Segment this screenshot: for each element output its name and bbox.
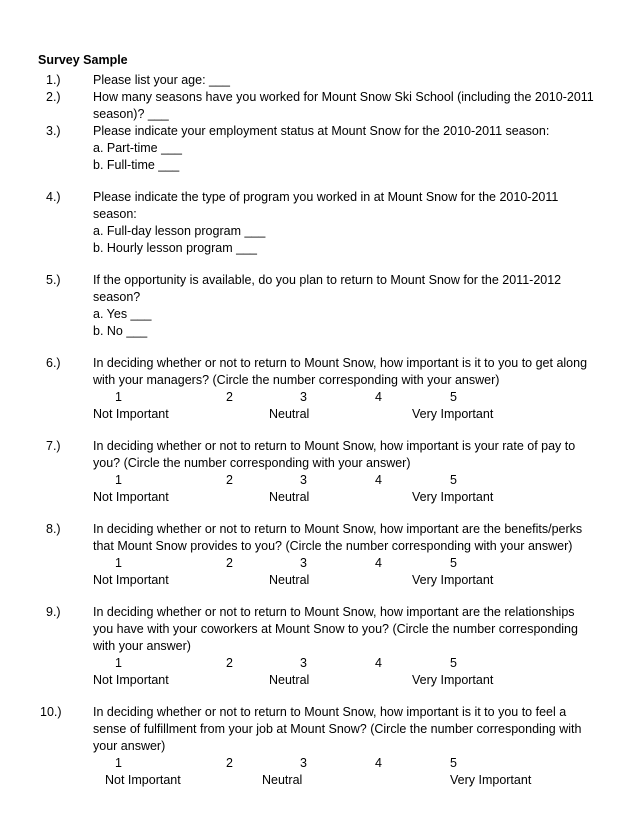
q8-label-mid: Neutral [269, 573, 310, 587]
q9-scale-3: 3 [300, 656, 307, 670]
q4-text-line1: Please indicate the type of program you worked in at Mount Snow for the 2010-2011 [93, 190, 559, 204]
q5-option-a: a. Yes ___ [93, 307, 152, 321]
q8-text-line2: that Mount Snow provides to you? (Circle the number corresponding with your answer) [93, 539, 573, 553]
q9-text-line2: you have with your coworkers at Mount Snow to you? (Circle the number corresponding [93, 622, 578, 636]
q9-text-line3: with your answer) [93, 639, 191, 653]
q9-label-mid: Neutral [269, 673, 310, 687]
q10-scale-1: 1 [115, 756, 122, 770]
q3-text: Please indicate your employment status at Mount Snow for the 2010-2011 season: [93, 124, 550, 138]
q7-scale-4: 4 [375, 473, 382, 487]
q3-number: 3.) [46, 124, 61, 138]
q5-number: 5.) [46, 273, 61, 287]
survey-title: Survey Sample [38, 53, 128, 67]
q4-option-b: b. Hourly lesson program ___ [93, 241, 257, 255]
q6-scale-5: 5 [450, 390, 457, 404]
q8-scale-3: 3 [300, 556, 307, 570]
q6-scale-1: 1 [115, 390, 122, 404]
q6-text-line1: In deciding whether or not to return to Mount Snow, how important is it to you to get along [93, 356, 588, 370]
q6-text-line2: with your managers? (Circle the number corresponding with your answer) [93, 373, 500, 387]
q6-scale-4: 4 [375, 390, 382, 404]
q10-label-mid: Neutral [262, 773, 303, 787]
q7-scale-5: 5 [450, 473, 457, 487]
q8-label-low: Not Important [93, 573, 169, 587]
q9-scale-1: 1 [115, 656, 122, 670]
q7-text-line1: In deciding whether or not to return to Mount Snow, how important is your rate of pay to [93, 439, 576, 453]
q8-scale-2: 2 [226, 556, 233, 570]
q9-label-high: Very Important [412, 673, 494, 687]
q6-scale-2: 2 [226, 390, 233, 404]
q4-text-line2: season: [93, 207, 137, 221]
q9-scale-4: 4 [375, 656, 382, 670]
q5-option-b: b. No ___ [93, 324, 148, 338]
q7-scale-2: 2 [226, 473, 233, 487]
q10-label-low: Not Important [105, 773, 181, 787]
q1-text: Please list your age: ___ [93, 73, 230, 87]
q2-text-line1: How many seasons have you worked for Mount Snow Ski School (including the 2010-2011 [93, 90, 594, 104]
q7-label-mid: Neutral [269, 490, 310, 504]
q7-label-high: Very Important [412, 490, 494, 504]
q9-text-line1: In deciding whether or not to return to Mount Snow, how important are the relationships [93, 605, 575, 619]
q3-option-a: a. Part-time ___ [93, 141, 182, 155]
q8-scale-1: 1 [115, 556, 122, 570]
q9-scale-2: 2 [226, 656, 233, 670]
q6-number: 6.) [46, 356, 61, 370]
q10-text-line2: sense of fulfillment from your job at Mount Snow? (Circle the number corresponding with [93, 722, 582, 736]
q6-label-mid: Neutral [269, 407, 310, 421]
q10-label-high: Very Important [450, 773, 532, 787]
q5-text-line1: If the opportunity is available, do you plan to return to Mount Snow for the 2011-2012 [93, 273, 562, 287]
q5-text-line2: season? [93, 290, 141, 304]
q10-scale-5: 5 [450, 756, 457, 770]
q8-label-high: Very Important [412, 573, 494, 587]
q7-scale-1: 1 [115, 473, 122, 487]
q8-scale-5: 5 [450, 556, 457, 570]
q10-scale-3: 3 [300, 756, 307, 770]
q6-scale-3: 3 [300, 390, 307, 404]
q10-text-line3: your answer) [93, 739, 166, 753]
q7-text-line2: you? (Circle the number corresponding with your answer) [93, 456, 411, 470]
q10-scale-2: 2 [226, 756, 233, 770]
q10-scale-4: 4 [375, 756, 382, 770]
q2-number: 2.) [46, 90, 61, 104]
q3-option-b: b. Full-time ___ [93, 158, 180, 172]
q7-number: 7.) [46, 439, 61, 453]
q2-text-line2: season)? ___ [93, 107, 169, 121]
q9-scale-5: 5 [450, 656, 457, 670]
q9-label-low: Not Important [93, 673, 169, 687]
q9-number: 9.) [46, 605, 61, 619]
q4-number: 4.) [46, 190, 61, 204]
q7-label-low: Not Important [93, 490, 169, 504]
q8-scale-4: 4 [375, 556, 382, 570]
q1-number: 1.) [46, 73, 61, 87]
q10-number: 10.) [40, 705, 62, 719]
q10-text-line1: In deciding whether or not to return to Mount Snow, how important is it to you to feel a [93, 705, 567, 719]
q8-number: 8.) [46, 522, 61, 536]
q6-label-high: Very Important [412, 407, 494, 421]
q6-label-low: Not Important [93, 407, 169, 421]
q8-text-line1: In deciding whether or not to return to Mount Snow, how important are the benefits/perks [93, 522, 583, 536]
q7-scale-3: 3 [300, 473, 307, 487]
q4-option-a: a. Full-day lesson program ___ [93, 224, 266, 238]
